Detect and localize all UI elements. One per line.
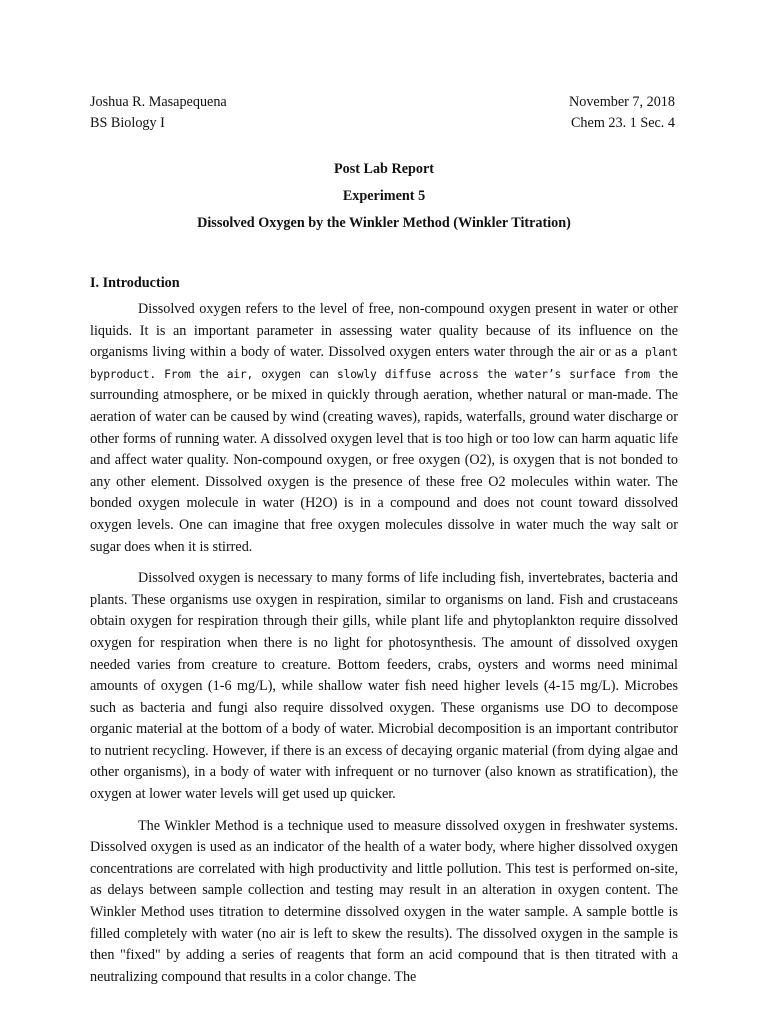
report-date: November 7, 2018	[569, 94, 675, 110]
body-text	[90, 299, 678, 998]
paragraph-2: Dissolved oxygen is necessary to many forms of life including fish, invertebrates, bacteria and plants. These organisms use oxygen in respiration, similar to organisms on land. Fish and crustaceans obtain oxygen for respiration through their gills, while plant life and phytoplankton require dissolved oxygen for respiration when there is no light for photosynthesis. The amount of dissolved oxygen needed varies from creature to creature. Bottom feeders, crabs, oysters and worms need minimal amounts of oxygen (1-6 mg/L), while shallow water fish need higher levels (4-15 mg/L). Microbes such as bacteria and fungi also require dissolved oxygen. These organisms use DO to decompose organic material at the bottom of a body of water. Microbial decomposition is an important contributor to nutrient recycling. However, if there is an excess of decaying organic material (from dying algae and other organisms), in a body of water with infrequent or no turnover (also known as stratification), the oxygen at lower water levels will get used up quicker.	[90, 570, 678, 803]
paragraph-1	[90, 299, 678, 558]
header-right	[569, 92, 675, 134]
paragraph-3: The Winkler Method is a technique used to measure dissolved oxygen in freshwater systems. Dissolved oxygen is used as an indicator of the health of a water body, where higher dissolved oxygen concentrations are correlated with high productivity and little pollution. This test is performed on-site, as delays between sample collection and testing may result in an alteration in oxygen content. The Winkler Method uses titration to determine dissolved oxygen in the water sample. A sample bottle is filled completely with water (no air is left to skew the results). The dissolved oxygen in the sample is then "fixed" by adding a series of reagents that form an acid compound that is then titrated with a neutralizing compound that results in a color change. The	[90, 817, 678, 985]
author-name: Joshua R. Masapequena	[90, 94, 227, 110]
title-block	[0, 159, 768, 240]
paragraph-1-part-1: Dissolved oxygen refers to the level of free, non-compound oxygen present in water or other liquids. It is an important parameter in assessing water quality because of its influence on the organisms living within a body of water. Dissolved oxygen enters water through the air or as	[90, 301, 678, 361]
report-title: Post Lab Report	[333, 161, 435, 177]
experiment-number: Experiment 5	[342, 188, 426, 204]
course-section: Chem 23. 1 Sec. 4	[570, 115, 675, 131]
header-left	[90, 92, 227, 134]
paragraph-1-part-3: surrounding atmosphere, or be mixed in quickly through aeration, whether natural or man-made. The aeration of water can be caused by wind (creating waves), rapids, waterfalls, ground water discharge or other forms of running water. A dissolved oxygen level that is too high or too low can harm aquatic life and affect water quality. Non-compound oxygen, or free oxygen (O2), is oxygen that is not bonded to any other element. Dissolved oxygen is the presence of these free O2 molecules within water. The bonded oxygen molecule in water (H2O) is in a compound and does not count toward dissolved oxygen levels. One can imagine that free oxygen molecules dissolve in water much the way salt or sugar does when it is stirred.	[90, 387, 678, 555]
paragraph-1-part-2: a plant byproduct. From the air, oxygen can slowly diffuse across the water’s surface from the	[90, 346, 678, 381]
section-heading: I. Introduction	[90, 275, 180, 291]
experiment-title: Dissolved Oxygen by the Winkler Method (Winkler Titration)	[197, 215, 571, 231]
program-name: BS Biology I	[90, 115, 165, 131]
